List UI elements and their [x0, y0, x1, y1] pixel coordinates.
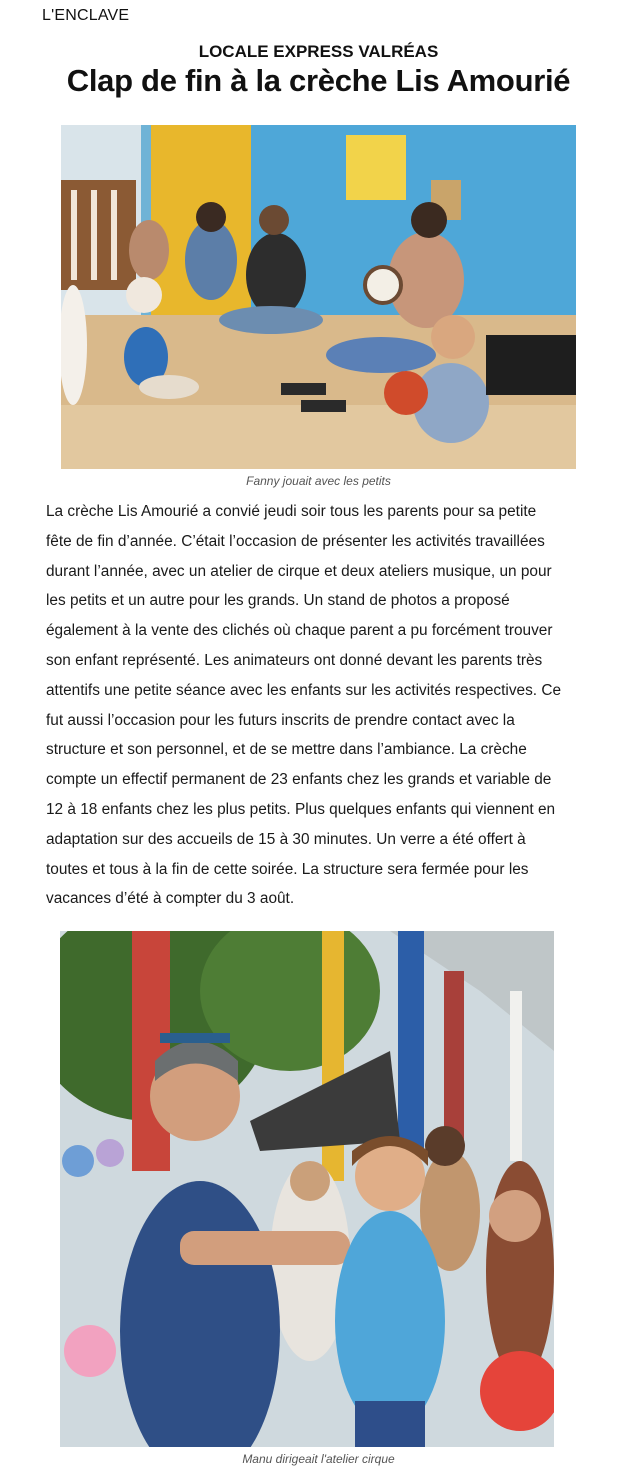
body-line: La crèche Lis Amourié a convié jeudi soir tous les parents pour sa petite	[46, 503, 537, 520]
body-line: compte un effectif permanent de 23 enfants chez les grands et variable de	[46, 771, 552, 789]
body-line: fête de fin d’année. C’était l’occasion de présenter les activités travaillées	[46, 532, 545, 550]
photo-creche-children-icon	[61, 125, 576, 469]
body-line: fut aussi l’occasion pour les futurs inscrits de prendre contact avec la	[46, 711, 515, 729]
body-line: durant l’année, avec un atelier de cirque et deux ateliers musique, un pour	[46, 562, 552, 580]
article-headline: Clap de fin à la crèche Lis Amourié	[66, 63, 571, 98]
body-line: 12 à 18 enfants chez les plus petits. Plus quelques enfants qui viennent en	[46, 800, 556, 818]
body-line: adaptation sur des accueils de 15 à 30 minutes. Un verre a été offert à	[46, 830, 526, 848]
body-line: également à la vente des clichés où chaque parent a pu forcément trouver	[46, 622, 553, 640]
article-body	[46, 497, 606, 914]
article-kicker: LOCALE EXPRESS VALRÉAS	[198, 42, 439, 61]
body-line: structure et son personnel, et de se mettre dans l’ambiance. La crèche	[46, 741, 527, 759]
body-line: les petits et un autre pour les grands. Un stand de photos a proposé	[46, 592, 510, 610]
body-line: son enfant représenté. Les animateurs ont donné devant les parents très	[46, 651, 543, 669]
photo2-caption: Manu dirigeait l'atelier cirque	[242, 1452, 395, 1466]
body-line: toutes et tous à la fin de cette soirée. La structure sera fermée pour les	[46, 860, 529, 878]
body-line: attentifs une petite séance avec les enfants sur les activités respectives. Ce	[46, 681, 562, 699]
body-line: vacances d’été à compter du 3 août.	[46, 890, 295, 908]
section-label: L'ENCLAVE	[42, 7, 130, 24]
photo1-caption: Fanny jouait avec les petits	[246, 474, 391, 488]
photo-circus-workshop-icon	[60, 931, 554, 1447]
